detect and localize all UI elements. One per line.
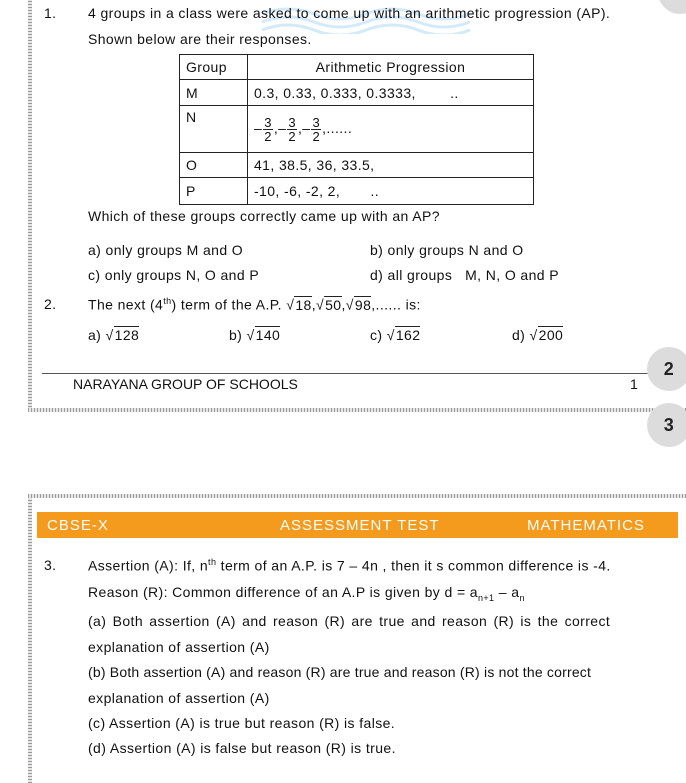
q3-reason: Reason (R): Common difference of an A.P is given by $d = a_{n+1} - a_n$ [88,584,525,603]
q3-option-b-line2: explanation of assertion (A) [88,690,270,706]
q1-line2: Shown below are their responses. [88,31,312,47]
q2-option-b: b) √140 [229,327,281,343]
q3-assertion: Assertion (A): If, $n^{th}$ term of an A.P. is 7 – 4n , then it s common difference is -4. [88,557,611,574]
page-badge-2: 2 [647,347,686,391]
table-row [180,80,534,106]
q3-option-a-line1: (a) Both assertion (A) and reason (R) are true and reason (R) is the correct [88,613,611,629]
page2-left-border [28,495,32,783]
table-header-group: Group [180,55,248,80]
footer-school: NARAYANA GROUP OF SCHOOLS [73,376,298,392]
row-ap: -10, -6, -2, 2, .. [248,178,534,205]
page1-bottom-border [28,408,686,412]
q2-term-3: √98 [345,296,372,313]
q1-option-b: b) only groups N and O [370,242,524,258]
corner-badge-top [658,0,686,14]
table-header-ap: Arithmetic Progression [248,55,534,80]
q2-text: The next (4th) term of the A.P. √18,√50,√98,...... is: [88,296,421,313]
q2-option-d: d) √200 [512,327,564,343]
row-ap: 41, 38.5, 36, 33.5, [248,153,534,178]
page1-left-border [28,0,32,410]
q1-option-a: a) only groups M and O [88,242,244,258]
banner-right: MATHEMATICS [527,517,645,534]
q2-option-c: c) √162 [370,327,421,343]
table-row [180,178,534,205]
q1-number: 1. [44,5,57,21]
footer-rule [42,373,658,374]
q3-option-a-line2: explanation of assertion (A) [88,639,270,655]
page-badge-3: 3 [647,403,686,447]
table-row [180,153,534,178]
q2-term-1: √18 [286,296,312,313]
q1-option-c: c) only groups N, O and P [88,267,260,283]
q1-option-d: d) all groups M, N, O and P [370,267,560,283]
table-row [180,106,534,153]
header-banner [37,512,678,538]
q3-option-d: (d) Assertion (A) is false but reason (R) is true. [88,740,396,756]
q2-number: 2. [44,296,57,312]
row-ap: 0.3, 0.33, 0.333, 0.3333, .. [248,80,534,106]
page2-top-border [28,494,686,498]
row-group: P [180,178,248,205]
row-group: M [180,80,248,106]
q1-line1: 4 groups in a class were asked to come up with an arithmetic progression (AP). [88,5,611,21]
row-group: O [180,153,248,178]
ap-table [179,54,534,205]
q3-option-b-line1: (b) Both assertion (A) and reason (R) are true and reason (R) is not the correct [88,664,592,680]
q2-term-2: √50 [316,296,342,313]
banner-left: CBSE-X [47,517,109,534]
q3-number: 3. [44,557,57,573]
banner-center: ASSESSMENT TEST [280,517,440,534]
row-group: N [180,106,248,153]
q3-option-c: (c) Assertion (A) is true but reason (R) is false. [88,715,396,731]
footer-page-number: 1 [630,376,639,392]
row-ap-fractions: – $\frac{3}{2}$ ,– $\frac{3}{2}$ ,– $\frac{3}{2}$ ,...... [248,106,534,153]
q2-option-a: a) √128 [88,327,140,343]
q1-question: Which of these groups correctly came up with an AP? [88,208,440,224]
